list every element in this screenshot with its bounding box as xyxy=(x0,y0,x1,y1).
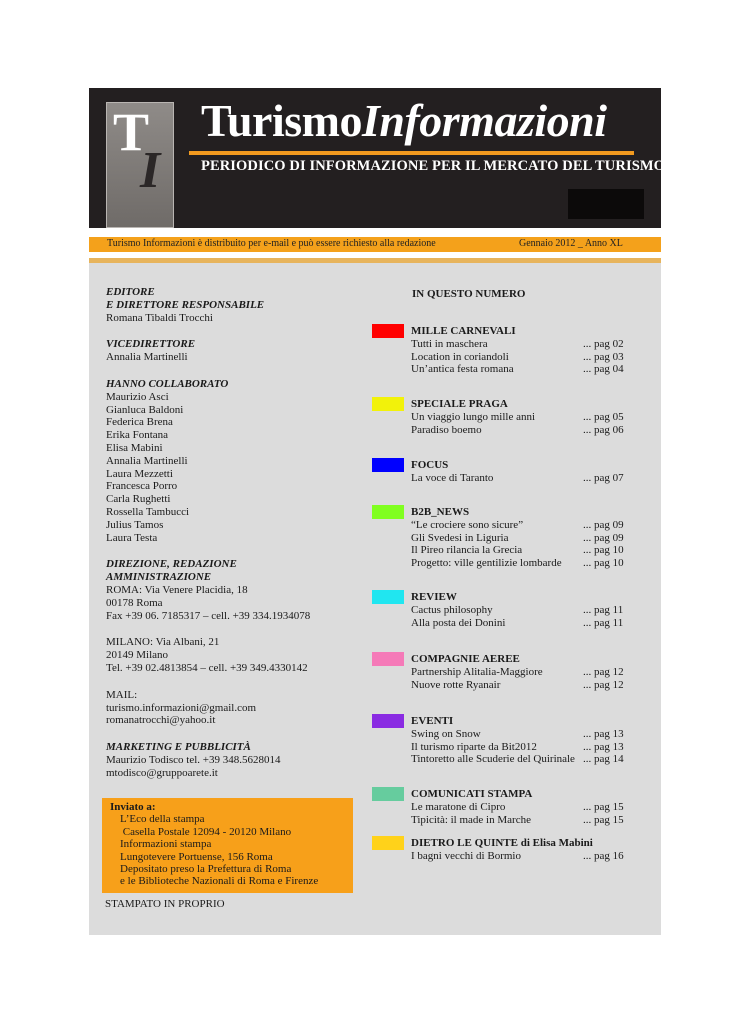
issue-date: Gennaio 2012 _ Anno XL xyxy=(519,238,623,249)
toc-entry-title: Un viaggio lungo mille anni xyxy=(411,411,536,423)
toc-entry[interactable] xyxy=(411,666,631,679)
toc-entry[interactable] xyxy=(411,679,631,692)
toc-entry[interactable] xyxy=(411,728,631,741)
invito-item: e le Biblioteche Nazionali di Roma e Firenze xyxy=(120,875,319,888)
roma-address-line: 00178 Roma xyxy=(106,596,163,609)
vicedirettore-heading: VICEDIRETTORE xyxy=(106,338,196,351)
section-heading[interactable]: DIETRO LE QUINTE di Elisa Mabini xyxy=(411,837,593,849)
toc-entry-title: Swing on Snow xyxy=(411,728,481,740)
toc-entry[interactable] xyxy=(411,850,631,863)
content-panel xyxy=(89,258,661,935)
toc-entry-page: ... pag 02 xyxy=(583,338,624,350)
collaborator: Laura Testa xyxy=(106,531,158,544)
toc-entry-title: Alla posta dei Donini xyxy=(411,616,506,629)
roma-contact-line: Fax +39 06. 7185317 – cell. +39 334.1934078 xyxy=(106,609,311,622)
collaboratori-heading: HANNO COLLABORATO xyxy=(106,377,229,390)
email-link[interactable]: turismo.informazioni@gmail.com xyxy=(106,701,257,714)
invito-box xyxy=(102,798,353,893)
section-color-swatch xyxy=(372,458,404,472)
collaborator: Federica Brena xyxy=(106,416,173,429)
panel-stripe xyxy=(89,258,661,263)
toc-entry-title: Il Pireo rilancia la Grecia xyxy=(411,544,523,557)
direttore-name: Romana Tibaldi Trocchi xyxy=(106,311,213,324)
toc-entry[interactable] xyxy=(411,411,631,424)
toc-entry-title: Partnership Alitalia-Maggiore xyxy=(411,666,543,678)
amministrazione-heading: AMMINISTRAZIONE xyxy=(106,571,212,584)
toc-entry-page: ... pag 15 xyxy=(583,813,624,826)
toc-title: IN QUESTO NUMERO xyxy=(412,288,526,300)
info-bar xyxy=(89,237,661,252)
toc-entry-page: ... pag 11 xyxy=(583,604,624,616)
toc-entry-page: ... pag 09 xyxy=(583,519,624,531)
toc-entry[interactable] xyxy=(411,472,631,485)
section-color-swatch xyxy=(372,324,404,338)
toc-entry-page: ... pag 04 xyxy=(583,363,624,376)
invito-item: Informazioni stampa xyxy=(120,838,212,851)
toc-entry[interactable] xyxy=(411,544,631,557)
toc-entry[interactable] xyxy=(411,532,631,545)
section-heading[interactable]: EVENTI xyxy=(411,715,454,727)
invito-item: Casella Postale 12094 - 20120 Milano xyxy=(120,825,292,838)
toc-entry-page: ... pag 15 xyxy=(583,801,624,813)
toc-entry-page: ... pag 11 xyxy=(583,616,624,629)
collaborator: Erika Fontana xyxy=(106,429,169,442)
marketing-heading: MARKETING E PUBBLICITÀ xyxy=(106,741,251,754)
toc-entry-page: ... pag 05 xyxy=(583,411,624,423)
section-color-swatch xyxy=(372,714,404,728)
toc-entry-title: Tipicità: il made in Marche xyxy=(411,813,531,826)
toc-entry[interactable] xyxy=(411,753,631,766)
toc-entry-title: “Le crociere sono sicure” xyxy=(411,519,524,531)
toc-entry-page: ... pag 10 xyxy=(583,556,624,569)
toc-entry-title: Gli Svedesi in Liguria xyxy=(411,531,509,544)
toc-entry-page: ... pag 10 xyxy=(583,544,624,557)
toc-entry-title: Cactus philosophy xyxy=(411,604,493,616)
collaborator: Maurizio Asci xyxy=(106,390,169,403)
collaborator: Carla Rughetti xyxy=(106,493,171,506)
toc-entry[interactable] xyxy=(411,363,631,376)
toc-entry-page: ... pag 16 xyxy=(583,850,624,862)
toc-entry[interactable] xyxy=(411,741,631,754)
masthead xyxy=(89,88,666,228)
collaborator: Rossella Tambucci xyxy=(106,505,190,518)
toc-entry-title: Nuove rotte Ryanair xyxy=(411,678,501,691)
toc-entry-title: Il turismo riparte da Bit2012 xyxy=(411,740,537,753)
toc-entry-page: ... pag 13 xyxy=(583,728,624,740)
section-color-swatch xyxy=(372,787,404,801)
section-color-swatch xyxy=(372,836,404,850)
collaborator: Francesca Porro xyxy=(106,480,178,493)
marketing-email[interactable]: mtodisco@gruppoarete.it xyxy=(106,766,218,779)
mail-label: MAIL: xyxy=(106,688,138,701)
roma-address-line: ROMA: Via Venere Placidia, 18 xyxy=(106,583,248,596)
toc-entry-title: Tintoretto alle Scuderie del Quirinale xyxy=(411,753,575,766)
vicedirettore-name: Annalia Martinelli xyxy=(106,351,188,364)
collaborator: Julius Tamos xyxy=(106,518,164,531)
toc-entry-page: ... pag 03 xyxy=(583,350,624,363)
toc-entry-title: Progetto: ville gentilizie lombarde xyxy=(411,556,562,569)
direttore-heading: E DIRETTORE RESPONSABILE xyxy=(106,298,265,311)
distribution-note: Turismo Informazioni è distribuito per e-mail e può essere richiesto alla redazione xyxy=(107,238,436,249)
toc-entry-title: La voce di Taranto xyxy=(411,472,494,484)
toc-entry-title: Un’antica festa romana xyxy=(411,363,514,376)
section-heading[interactable]: COMUNICATI STAMPA xyxy=(411,788,533,800)
stampato-note: STAMPATO IN PROPRIO xyxy=(105,898,225,910)
marketing-phone: Maurizio Todisco tel. +39 348.5628014 xyxy=(106,753,281,766)
toc-entry-page: ... pag 12 xyxy=(583,678,624,691)
collaborator: Laura Mezzetti xyxy=(106,467,173,480)
toc-entry-page: ... pag 06 xyxy=(583,423,624,436)
editorial-column xyxy=(106,286,356,780)
section-color-swatch xyxy=(372,397,404,411)
logo xyxy=(106,102,174,228)
section-heading[interactable]: COMPAGNIE AEREE xyxy=(411,653,520,665)
toc-entry-title: Location in coriandoli xyxy=(411,350,509,363)
toc-entry-page: ... pag 12 xyxy=(583,666,624,678)
direzione-heading: DIREZIONE, REDAZIONE xyxy=(106,558,237,571)
masthead-block xyxy=(568,189,644,219)
toc-entry[interactable] xyxy=(411,351,631,364)
toc-entry-title: Tutti in maschera xyxy=(411,338,488,350)
toc-entry-page: ... pag 13 xyxy=(583,740,624,753)
section-heading[interactable]: FOCUS xyxy=(411,459,449,471)
section-heading[interactable]: MILLE CARNEVALI xyxy=(411,325,516,337)
toc-entry[interactable] xyxy=(411,338,631,351)
masthead-subtitle: PERIODICO DI INFORMAZIONE PER IL MERCATO DEL TURISMO xyxy=(201,158,666,174)
section-color-swatch xyxy=(372,652,404,666)
invito-item: Depositato preso la Prefettura di Roma xyxy=(120,863,292,876)
toc-entry[interactable] xyxy=(411,814,631,827)
masthead-rule xyxy=(189,151,634,155)
toc-entry-title: Le maratone di Cipro xyxy=(411,801,506,813)
toc-entry[interactable] xyxy=(411,604,631,617)
collaborator: Annalia Martinelli xyxy=(106,454,188,467)
milano-address-line: MILANO: Via Albani, 21 xyxy=(106,636,220,649)
title-regular: Turismo xyxy=(201,95,362,146)
collaborator: Gianluca Baldoni xyxy=(106,403,184,416)
section-heading[interactable]: SPECIALE PRAGA xyxy=(411,398,508,410)
title-italic: Informazioni xyxy=(361,95,607,146)
invito-title: Inviato a: xyxy=(110,801,156,813)
milano-contact-line: Tel. +39 02.4813854 – cell. +39 349.4330142 xyxy=(106,661,308,674)
section-heading[interactable]: B2B_NEWS xyxy=(411,506,470,518)
toc-entry[interactable] xyxy=(411,424,631,437)
collaborator: Elisa Mabini xyxy=(106,441,163,454)
toc-entry-page: ... pag 09 xyxy=(583,531,624,544)
toc-entry-page: ... pag 07 xyxy=(583,472,624,484)
section-heading[interactable]: REVIEW xyxy=(411,591,457,603)
logo-letter-i: I xyxy=(140,142,161,199)
invito-item: Lungotevere Portuense, 156 Roma xyxy=(120,850,273,863)
masthead-title xyxy=(201,94,607,147)
toc-entry-title: I bagni vecchi di Bormio xyxy=(411,850,521,862)
invito-item: L’Eco della stampa xyxy=(120,813,205,826)
section-color-swatch xyxy=(372,590,404,604)
toc-entry[interactable] xyxy=(411,617,631,630)
section-color-swatch xyxy=(372,505,404,519)
toc-entry[interactable] xyxy=(411,801,631,814)
logo-letter-t: T xyxy=(113,102,150,162)
toc-entry[interactable] xyxy=(411,519,631,532)
editore-heading: EDITORE xyxy=(106,286,155,298)
toc-entry-title: Paradiso boemo xyxy=(411,423,482,436)
milano-address-line: 20149 Milano xyxy=(106,649,169,662)
email-link[interactable]: romanatrocchi@yahoo.it xyxy=(106,714,216,727)
toc-entry[interactable] xyxy=(411,557,631,570)
toc-entry-page: ... pag 14 xyxy=(583,753,624,766)
